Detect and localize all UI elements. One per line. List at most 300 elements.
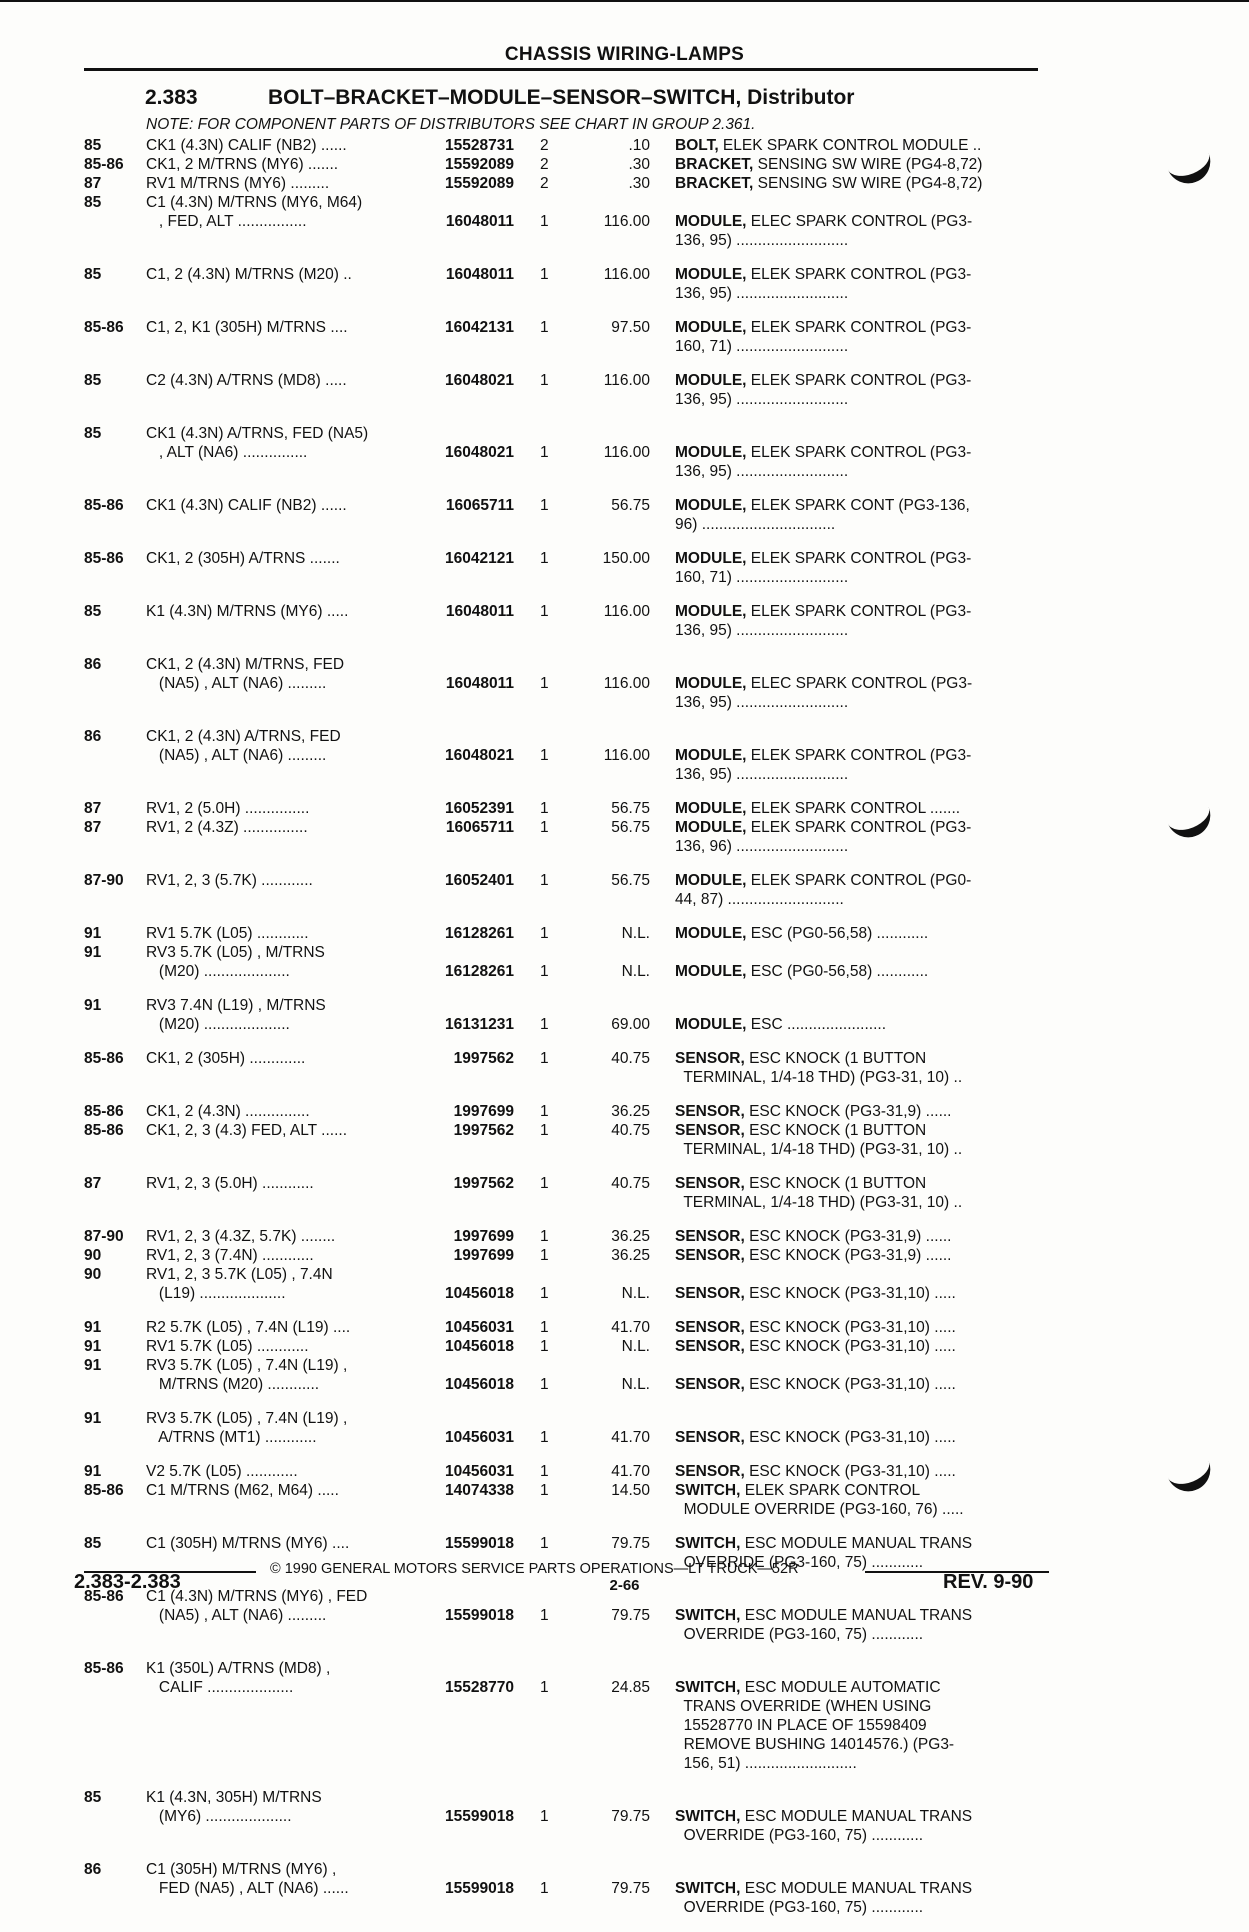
part-number: 10456031	[445, 1429, 514, 1446]
part-number: 1997562	[453, 1175, 514, 1192]
year-range: 85-86	[84, 319, 124, 336]
quantity: 1	[540, 1228, 549, 1245]
application: K1 (350L) A/TRNS (MD8) ,	[146, 1660, 331, 1677]
table-row	[0, 1265, 1249, 1318]
part-number: 16048011	[445, 213, 514, 230]
price: N.L.	[621, 1285, 650, 1302]
quantity: 1	[540, 675, 549, 692]
application: CK1, 2 M/TRNS (MY6) .......	[146, 156, 339, 173]
price: .30	[628, 175, 650, 192]
price: 41.70	[611, 1319, 650, 1336]
application: (M20) ....................	[146, 1016, 290, 1033]
table-row	[0, 924, 1249, 943]
description: MODULE, ELEK SPARK CONTROL (PG3-	[675, 372, 972, 389]
table-row	[0, 549, 1249, 602]
application: RV1, 2, 3 (7.4N) ............	[146, 1247, 314, 1264]
table-row	[0, 1102, 1249, 1121]
year-range: 87-90	[84, 872, 124, 889]
price: 56.75	[611, 872, 650, 889]
footer-section-range: 2.383-2.383	[74, 1571, 181, 1593]
table-row	[0, 1659, 1249, 1788]
price: 79.75	[611, 1880, 650, 1897]
price: 14.50	[611, 1482, 650, 1499]
year-range: 91	[84, 1338, 102, 1355]
price: 40.75	[611, 1122, 650, 1139]
description-continued: 160, 71) ..........................	[675, 569, 849, 586]
description: BRACKET, SENSING SW WIRE (PG4-8,72)	[675, 156, 983, 173]
description: SENSOR, ESC KNOCK (PG3-31,10) .....	[675, 1338, 956, 1355]
part-name: MODULE,	[675, 872, 747, 889]
year-range: 85	[84, 603, 102, 620]
table-row	[0, 1246, 1249, 1265]
section-title: BOLT–BRACKET–MODULE–SENSOR–SWITCH, Distributor	[268, 86, 855, 109]
description-continued: TERMINAL, 1/4-18 THD) (PG3-31, 10) ..	[675, 1141, 963, 1158]
quantity: 2	[540, 137, 549, 154]
table-row	[0, 1788, 1249, 1860]
price: .30	[628, 156, 650, 173]
part-name: MODULE,	[675, 1016, 747, 1033]
year-range: 87-90	[84, 1228, 124, 1245]
part-number: 16052391	[445, 800, 514, 817]
description: BOLT, ELEK SPARK CONTROL MODULE ..	[675, 137, 982, 154]
application: , ALT (NA6) ...............	[146, 444, 308, 461]
description-continued: OVERRIDE (PG3-160, 75) ............	[675, 1554, 924, 1571]
part-number: 1997699	[453, 1247, 514, 1264]
quantity: 1	[540, 497, 549, 514]
description-continued: 136, 95) ..........................	[675, 694, 849, 711]
application: RV1 M/TRNS (MY6) .........	[146, 175, 330, 192]
price: 36.25	[611, 1247, 650, 1264]
part-number: 16065711	[445, 819, 514, 836]
description: SENSOR, ESC KNOCK (1 BUTTON	[675, 1050, 927, 1067]
description-continued: TERMINAL, 1/4-18 THD) (PG3-31, 10) ..	[675, 1194, 963, 1211]
description-continued: TERMINAL, 1/4-18 THD) (PG3-31, 10) ..	[675, 1069, 963, 1086]
application: (NA5) , ALT (NA6) .........	[146, 747, 327, 764]
application: C1 (4.3N) M/TRNS (MY6, M64)	[146, 194, 363, 211]
part-name: MODULE,	[675, 266, 747, 283]
application: CK1, 2 (4.3N) ...............	[146, 1103, 310, 1120]
header-rule	[84, 68, 1038, 71]
year-range: 85	[84, 1535, 102, 1552]
description-continued: 136, 95) ..........................	[675, 622, 849, 639]
table-row	[0, 602, 1249, 655]
quantity: 1	[540, 1607, 549, 1624]
description-continued: 136, 95) ..........................	[675, 766, 849, 783]
part-name: BRACKET,	[675, 175, 754, 192]
description: MODULE, ELEK SPARK CONTROL (PG3-	[675, 550, 972, 567]
application: R2 5.7K (L05) , 7.4N (L19) ....	[146, 1319, 351, 1336]
description-continued: 136, 96) ..........................	[675, 838, 849, 855]
table-row	[0, 1860, 1249, 1932]
quantity: 1	[540, 925, 549, 942]
price: 41.70	[611, 1429, 650, 1446]
description: MODULE, ELEK SPARK CONTROL (PG3-	[675, 819, 972, 836]
application: C1, 2 (4.3N) M/TRNS (M20) ..	[146, 266, 352, 283]
part-name: SWITCH,	[675, 1880, 741, 1897]
price: N.L.	[621, 1338, 650, 1355]
price: 40.75	[611, 1175, 650, 1192]
part-name: MODULE,	[675, 319, 747, 336]
description: MODULE, ESC (PG0-56,58) ............	[675, 963, 929, 980]
price: 150.00	[602, 550, 650, 567]
description: SWITCH, ESC MODULE MANUAL TRANS	[675, 1880, 973, 1897]
part-number: 1997562	[453, 1122, 514, 1139]
section-number: 2.383	[145, 86, 198, 109]
application: A/TRNS (MT1) ............	[146, 1429, 317, 1446]
part-number: 16128261	[445, 963, 514, 980]
price: .10	[628, 137, 650, 154]
application: C1 M/TRNS (M62, M64) .....	[146, 1482, 339, 1499]
table-row	[0, 424, 1249, 496]
quantity: 1	[540, 444, 549, 461]
application: RV3 5.7K (L05) , M/TRNS	[146, 944, 325, 961]
quantity: 1	[540, 1808, 549, 1825]
price: 36.25	[611, 1103, 650, 1120]
description: MODULE, ELEK SPARK CONT (PG3-136,	[675, 497, 970, 514]
application: CK1, 2 (4.3N) M/TRNS, FED	[146, 656, 345, 673]
application: K1 (4.3N, 305H) M/TRNS	[146, 1789, 322, 1806]
application: (M20) ....................	[146, 963, 290, 980]
application: (NA5) , ALT (NA6) .........	[146, 1607, 327, 1624]
application: RV3 7.4N (L19) , M/TRNS	[146, 997, 326, 1014]
description-continued: OVERRIDE (PG3-160, 75) ............	[675, 1626, 924, 1643]
quantity: 1	[540, 550, 549, 567]
application: (MY6) ....................	[146, 1808, 292, 1825]
price: N.L.	[621, 963, 650, 980]
application: RV3 5.7K (L05) , 7.4N (L19) ,	[146, 1357, 348, 1374]
part-name: BOLT,	[675, 137, 719, 154]
price: 24.85	[611, 1679, 650, 1696]
table-row	[0, 193, 1249, 265]
year-range: 91	[84, 997, 102, 1014]
year-range: 91	[84, 1463, 102, 1480]
top-border-rule	[0, 0, 1249, 2]
application: CALIF ....................	[146, 1679, 294, 1696]
table-row	[0, 871, 1249, 924]
description: SENSOR, ESC KNOCK (1 BUTTON	[675, 1122, 927, 1139]
part-number: 16048011	[445, 675, 514, 692]
description: MODULE, ELEK SPARK CONTROL (PG0-	[675, 872, 972, 889]
year-range: 90	[84, 1266, 102, 1283]
table-row	[0, 1356, 1249, 1409]
application: CK1, 2 (305H) .............	[146, 1050, 306, 1067]
description: SENSOR, ESC KNOCK (1 BUTTON	[675, 1175, 927, 1192]
application: V2 5.7K (L05) ............	[146, 1463, 298, 1480]
price: 97.50	[611, 319, 650, 336]
table-row	[0, 1227, 1249, 1246]
year-range: 86	[84, 656, 102, 673]
price: 69.00	[611, 1016, 650, 1033]
year-range: 87	[84, 1175, 102, 1192]
price: 40.75	[611, 1050, 650, 1067]
application: RV1, 2 (5.0H) ...............	[146, 800, 310, 817]
description: MODULE, ELEK SPARK CONTROL (PG3-	[675, 319, 972, 336]
quantity: 1	[540, 1319, 549, 1336]
quantity: 1	[540, 1285, 549, 1302]
description-continued: 96) ...............................	[675, 516, 836, 533]
price: 79.75	[611, 1535, 650, 1552]
application: C1 (305H) M/TRNS (MY6) ,	[146, 1861, 337, 1878]
part-number: 16131231	[445, 1016, 514, 1033]
part-name: SENSOR,	[675, 1228, 745, 1245]
part-name: SWITCH,	[675, 1535, 741, 1552]
quantity: 1	[540, 747, 549, 764]
quantity: 1	[540, 1247, 549, 1264]
part-number: 10456018	[445, 1376, 514, 1393]
description: SWITCH, ESC MODULE MANUAL TRANS	[675, 1607, 973, 1624]
part-number: 15599018	[445, 1535, 514, 1552]
application: (NA5) , ALT (NA6) .........	[146, 675, 327, 692]
quantity: 1	[540, 213, 549, 230]
application: RV1 5.7K (L05) ............	[146, 1338, 309, 1355]
part-number: 16048021	[445, 372, 514, 389]
year-range: 91	[84, 944, 102, 961]
price: 56.75	[611, 819, 650, 836]
application: CK1, 2, 3 (4.3) FED, ALT ......	[146, 1122, 348, 1139]
price: 116.00	[603, 213, 650, 230]
year-range: 85	[84, 1789, 102, 1806]
year-range: 86	[84, 728, 102, 745]
description-continued: OVERRIDE (PG3-160, 75) ............	[675, 1899, 924, 1916]
application: CK1, 2 (305H) A/TRNS .......	[146, 550, 340, 567]
application: RV1 5.7K (L05) ............	[146, 925, 309, 942]
description: SWITCH, ESC MODULE AUTOMATIC	[675, 1679, 941, 1696]
part-number: 16052401	[445, 872, 514, 889]
table-row	[0, 1462, 1249, 1481]
part-number: 15592089	[445, 156, 514, 173]
part-number: 15599018	[445, 1880, 514, 1897]
part-number: 1997562	[453, 1050, 514, 1067]
part-name: SENSOR,	[675, 1050, 745, 1067]
table-row	[0, 996, 1249, 1049]
description: SENSOR, ESC KNOCK (PG3-31,10) .....	[675, 1285, 956, 1302]
table-row	[0, 318, 1249, 371]
description: BRACKET, SENSING SW WIRE (PG4-8,72)	[675, 175, 983, 192]
description-continued: TRANS OVERRIDE (WHEN USING	[675, 1698, 932, 1715]
application: CK1 (4.3N) A/TRNS, FED (NA5)	[146, 425, 369, 442]
part-number: 10456031	[445, 1319, 514, 1336]
part-name: BRACKET,	[675, 156, 754, 173]
footer-copyright: © 1990 GENERAL MOTORS SERVICE PARTS OPERATIONS—LT TRUCK—52R	[270, 1561, 799, 1577]
price: 41.70	[611, 1463, 650, 1480]
table-row	[0, 1409, 1249, 1462]
part-number: 16065711	[445, 497, 514, 514]
quantity: 1	[540, 1050, 549, 1067]
quantity: 1	[540, 603, 549, 620]
table-row	[0, 1337, 1249, 1356]
description: SENSOR, ESC KNOCK (PG3-31,10) .....	[675, 1463, 956, 1480]
description-continued: REMOVE BUSHING 14014576.) (PG3-	[675, 1736, 955, 1753]
part-name: MODULE,	[675, 675, 747, 692]
price: 56.75	[611, 497, 650, 514]
table-row	[0, 1174, 1249, 1227]
part-name: MODULE,	[675, 603, 747, 620]
quantity: 2	[540, 156, 549, 173]
year-range: 91	[84, 1410, 102, 1427]
application: C1, 2, K1 (305H) M/TRNS ....	[146, 319, 348, 336]
part-name: MODULE,	[675, 800, 747, 817]
application: (L19) ....................	[146, 1285, 286, 1302]
description: SWITCH, ESC MODULE MANUAL TRANS	[675, 1535, 973, 1552]
description: SWITCH, ELEK SPARK CONTROL	[675, 1482, 921, 1499]
part-number: 15599018	[445, 1808, 514, 1825]
quantity: 1	[540, 1880, 549, 1897]
description: MODULE, ELEK SPARK CONTROL (PG3-	[675, 444, 972, 461]
part-number: 15528770	[445, 1679, 514, 1696]
price: 116.00	[603, 675, 650, 692]
application: K1 (4.3N) M/TRNS (MY6) .....	[146, 603, 349, 620]
year-range: 87	[84, 175, 102, 192]
quantity: 1	[540, 1679, 549, 1696]
part-name: SWITCH,	[675, 1679, 741, 1696]
table-row	[0, 136, 1249, 155]
description-continued: OVERRIDE (PG3-160, 75) ............	[675, 1827, 924, 1844]
part-name: MODULE,	[675, 497, 747, 514]
application: CK1 (4.3N) CALIF (NB2) ......	[146, 137, 347, 154]
year-range: 85	[84, 372, 102, 389]
part-name: MODULE,	[675, 444, 747, 461]
part-number: 16048021	[445, 444, 514, 461]
description: SENSOR, ESC KNOCK (PG3-31,9) ......	[675, 1247, 952, 1264]
part-number: 16128261	[445, 925, 514, 942]
quantity: 1	[540, 800, 549, 817]
quantity: 1	[540, 872, 549, 889]
year-range: 90	[84, 1247, 102, 1264]
part-name: MODULE,	[675, 213, 747, 230]
application: RV1, 2, 3 (4.3Z, 5.7K) ........	[146, 1228, 336, 1245]
quantity: 1	[540, 1122, 549, 1139]
description-continued: 156, 51) ..........................	[675, 1755, 857, 1772]
quantity: 2	[540, 175, 549, 192]
part-number: 15592089	[445, 175, 514, 192]
part-number: 16042131	[445, 319, 514, 336]
part-name: SENSOR,	[675, 1429, 745, 1446]
table-row	[0, 265, 1249, 318]
description-continued: 136, 95) ..........................	[675, 463, 849, 480]
quantity: 1	[540, 963, 549, 980]
description: MODULE, ELEK SPARK CONTROL (PG3-	[675, 603, 972, 620]
description-continued: 160, 71) ..........................	[675, 338, 849, 355]
application: C2 (4.3N) A/TRNS (MD8) .....	[146, 372, 347, 389]
year-range: 85-86	[84, 156, 124, 173]
part-number: 10456018	[445, 1285, 514, 1302]
description: SENSOR, ESC KNOCK (PG3-31,9) ......	[675, 1228, 952, 1245]
quantity: 1	[540, 819, 549, 836]
part-number: 15528731	[445, 137, 514, 154]
year-range: 85	[84, 266, 102, 283]
application: C1 (4.3N) M/TRNS (MY6) , FED	[146, 1588, 368, 1605]
description: SENSOR, ESC KNOCK (PG3-31,10) .....	[675, 1376, 956, 1393]
description-continued: 136, 95) ..........................	[675, 232, 849, 249]
application: CK1, 2 (4.3N) A/TRNS, FED	[146, 728, 341, 745]
part-name: MODULE,	[675, 925, 747, 942]
section-note: NOTE: FOR COMPONENT PARTS OF DISTRIBUTORS SEE CHART IN GROUP 2.361.	[146, 116, 756, 133]
part-name: MODULE,	[675, 819, 747, 836]
year-range: 85-86	[84, 1103, 124, 1120]
part-number: 14074338	[445, 1482, 514, 1499]
part-name: MODULE,	[675, 372, 747, 389]
description-continued: MODULE OVERRIDE (PG3-160, 76) .....	[675, 1501, 964, 1518]
part-number: 16048011	[445, 603, 514, 620]
table-row	[0, 155, 1249, 174]
table-row	[0, 371, 1249, 424]
part-number: 10456018	[445, 1338, 514, 1355]
quantity: 1	[540, 1016, 549, 1033]
part-number: 16048021	[445, 747, 514, 764]
quantity: 1	[540, 1103, 549, 1120]
application: RV1, 2 (4.3Z) ...............	[146, 819, 308, 836]
part-name: SENSOR,	[675, 1247, 745, 1264]
year-range: 85-86	[84, 497, 124, 514]
price: 79.75	[611, 1808, 650, 1825]
table-row	[0, 799, 1249, 818]
table-row	[0, 1121, 1249, 1174]
table-row	[0, 655, 1249, 727]
part-name: MODULE,	[675, 550, 747, 567]
part-number: 10456031	[445, 1463, 514, 1480]
application: C1 (305H) M/TRNS (MY6) ....	[146, 1535, 350, 1552]
price: 116.00	[603, 444, 650, 461]
year-range: 86	[84, 1861, 102, 1878]
part-name: SWITCH,	[675, 1482, 741, 1499]
application: M/TRNS (M20) ............	[146, 1376, 320, 1393]
description: MODULE, ESC (PG0-56,58) ............	[675, 925, 929, 942]
description: SWITCH, ESC MODULE MANUAL TRANS	[675, 1808, 973, 1825]
year-range: 85-86	[84, 550, 124, 567]
description-continued: 136, 95) ..........................	[675, 391, 849, 408]
year-range: 85-86	[84, 1588, 124, 1605]
part-number: 1997699	[453, 1103, 514, 1120]
year-range: 91	[84, 1357, 102, 1374]
description: MODULE, ELEK SPARK CONTROL (PG3-	[675, 747, 972, 764]
table-row	[0, 1318, 1249, 1337]
part-name: MODULE,	[675, 747, 747, 764]
description: MODULE, ELEK SPARK CONTROL (PG3-	[675, 266, 972, 283]
quantity: 1	[540, 1535, 549, 1552]
price: 116.00	[603, 747, 650, 764]
table-row	[0, 174, 1249, 193]
description: MODULE, ELEC SPARK CONTROL (PG3-	[675, 213, 973, 230]
part-name: SENSOR,	[675, 1338, 745, 1355]
description: SENSOR, ESC KNOCK (PG3-31,10) .....	[675, 1429, 956, 1446]
description-continued: 136, 95) ..........................	[675, 285, 849, 302]
quantity: 1	[540, 319, 549, 336]
quantity: 1	[540, 1482, 549, 1499]
year-range: 85-86	[84, 1482, 124, 1499]
table-row	[0, 818, 1249, 871]
part-name: SENSOR,	[675, 1463, 745, 1480]
part-name: SWITCH,	[675, 1808, 741, 1825]
part-name: SWITCH,	[675, 1607, 741, 1624]
part-name: SENSOR,	[675, 1376, 745, 1393]
quantity: 1	[540, 266, 549, 283]
description: SENSOR, ESC KNOCK (PG3-31,9) ......	[675, 1103, 952, 1120]
price: 116.00	[603, 266, 650, 283]
year-range: 85	[84, 425, 102, 442]
part-name: SENSOR,	[675, 1122, 745, 1139]
table-row	[0, 1481, 1249, 1534]
part-number: 16042121	[445, 550, 514, 567]
part-name: SENSOR,	[675, 1319, 745, 1336]
table-row	[0, 943, 1249, 996]
year-range: 91	[84, 1319, 102, 1336]
price: N.L.	[621, 1376, 650, 1393]
part-name: SENSOR,	[675, 1285, 745, 1302]
description-continued: 44, 87) ...........................	[675, 891, 844, 908]
application: RV1, 2, 3 5.7K (L05) , 7.4N	[146, 1266, 333, 1283]
parts-list	[0, 136, 1249, 1932]
application: FED (NA5) , ALT (NA6) ......	[146, 1880, 349, 1897]
